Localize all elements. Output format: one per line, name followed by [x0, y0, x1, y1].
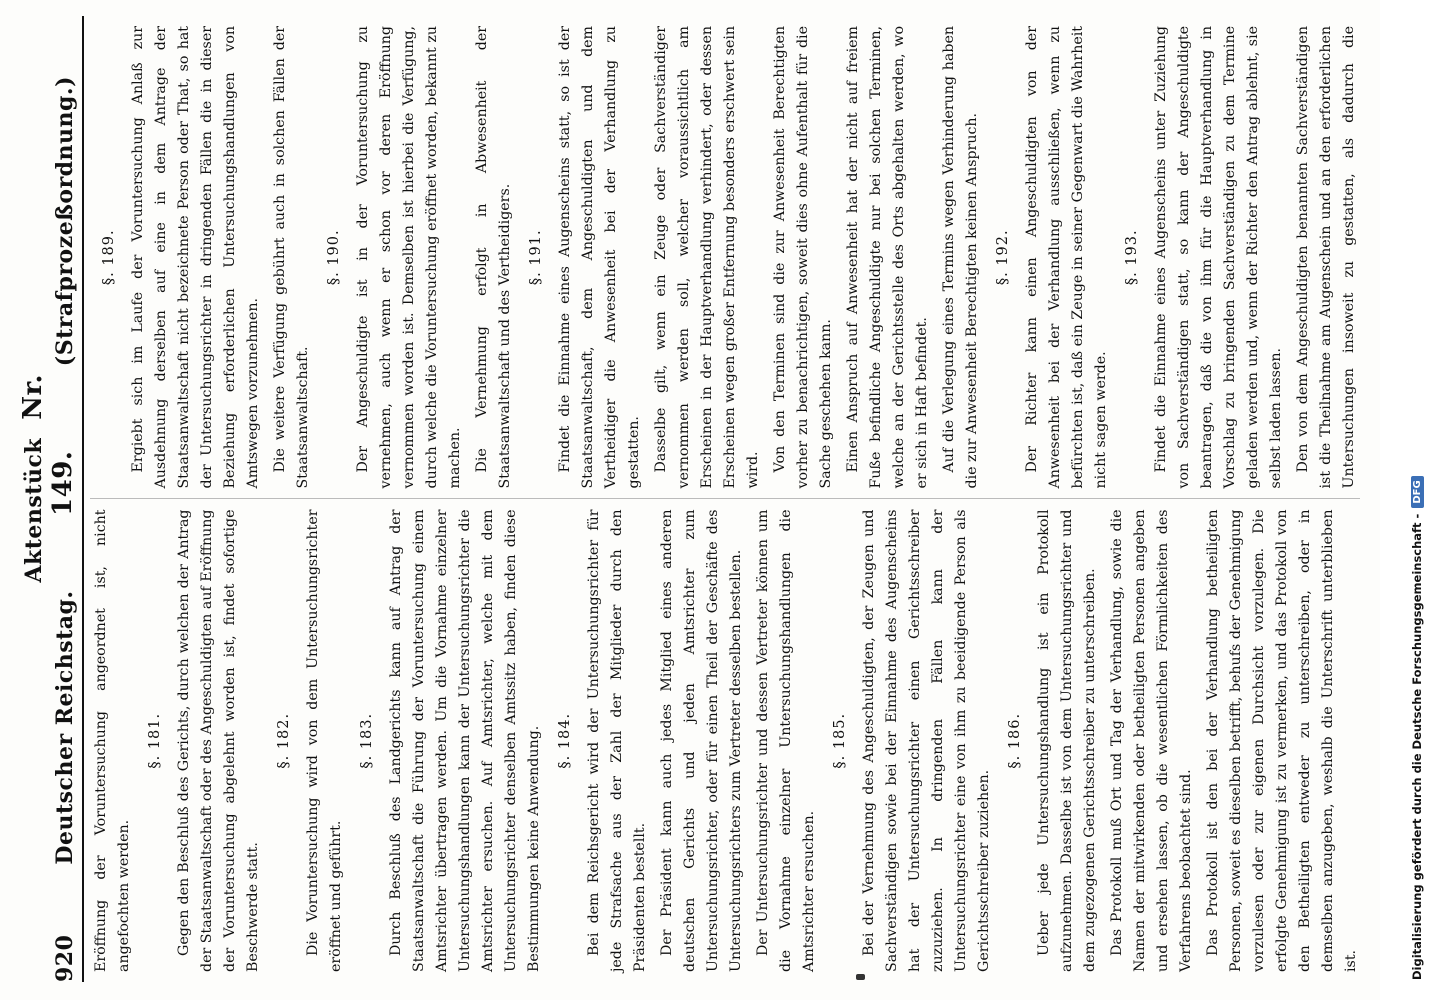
paragraph: Ueber jede Untersuchungshandlung ist ein Protokoll aufzunehmen. Dasselbe ist von dem Untersuchungsrichter und dem zugezogenen Gerichtsschreiber zu unterschreiben.: [1036, 509, 1098, 972]
header-left-title: Deutscher Reichstag.: [52, 590, 78, 865]
paragraph: Die weitere Verfügung gebührt auch in solchen Fällen der Staatsanwaltschaft.: [272, 26, 311, 489]
section-heading: §. 192.: [995, 229, 1011, 286]
paragraph: Die Voruntersuchung wird von dem Untersuchungsrichter eröffnet und geführt.: [305, 509, 344, 972]
section-heading: §. 181.: [147, 712, 163, 769]
paragraph: Das Protokoll muß Ort und Tag der Verhandlung, sowie die Namen der mitwirkenden oder betheiligten Personen angeben und ersehen lassen, ob die wesentlichen Förmlichkeiten des Verfahrens beobachtet sind.: [1109, 509, 1194, 972]
paragraph: Bei der Vernehmung des Angeschuldigten, der Zeugen und Sachverständigen sowie bei der Einnahme des Augenscheins hat der Untersuchungsrichter einen Gerichtsschreiber zuzuziehen. In dringenden Fällen kann der Untersuchungsrichter eine von ihm zu beeidigende Person als Gerichtsschreiber zuziehen.: [861, 509, 992, 972]
margin-note-text-row: [1405, 20, 1429, 980]
paragraph: Bei dem Reichsgericht wird der Untersuchungsrichter für jede Strafsache aus der Zahl der Mitglieder durch den Präsidenten bestellt.: [586, 509, 648, 972]
paragraph: Durch Beschluß des Landgerichts kann auf Antrag der Staatsanwaltschaft die Führung der Voruntersuchung einem Amtsrichter übertragen werden. Um die Vornahme einzelner Untersuchungshandlungen kann der Untersuchungsrichter die Amtsrichter ersuchen. Auf Amtsrichter, welche mit dem Untersuchungsrichter denselben Amtssitz haben, finden diese Bestimmungen keine Anwendung.: [388, 509, 542, 972]
page-number: 920: [52, 934, 78, 982]
section-heading: §. 190.: [326, 229, 342, 286]
paragraph: Auf die Verlegung eines Termins wegen Verhinderung haben die zur Anwesenheit Berechtigten keinen Anspruch.: [941, 26, 980, 489]
section-heading: §. 186.: [1007, 712, 1023, 769]
header-document-number: Nr. 149.: [18, 374, 78, 516]
paragraph: Findet die Einnahme eines Augenscheins statt, so ist der Staatsanwaltschaft, dem Angeschuldigten und dem Vertheidiger die Anwesenheit bei der Verhandlung zu gestatten.: [557, 26, 642, 489]
paragraph: Von den Terminen sind die zur Anwesenheit Berechtigten vorher zu benachrichtigen, soweit dies ohne Aufenthalt für die Sache geschehen kann.: [772, 26, 834, 489]
section-heading: §. 184.: [557, 712, 573, 769]
paragraph: Dasselbe gilt, wenn ein Zeuge oder Sachverständiger vernommen werden soll, welcher voraussichtlich am Erscheinen in der Hauptverhandlung verhindert, oder dessen Erscheinen wegen großer Entfernung besonders erschwert sein wird.: [653, 26, 761, 489]
digitization-margin-note: [1405, 20, 1429, 980]
section-heading: §. 193.: [1124, 229, 1140, 286]
paragraph: Einen Anspruch auf Anwesenheit hat der nicht auf freiem Fuße befindliche Angeschuldigte nur bei solchen Terminen, welche an der Gerichtsstelle des Orts abgehalten werden, wo er sich in Haft befindet.: [845, 26, 930, 489]
page-header: [18, 16, 84, 982]
funding-note: Digitalisierung gefördert durch die Deutsche Forschungsgemeinschaft -: [1410, 513, 1424, 980]
paragraph: Gegen den Beschluß des Gerichts, durch welchen der Antrag der Staatsanwaltschaft oder des Angeschuldigten auf Eröffnung der Voruntersuchung abgelehnt worden ist, findet sofortige Beschwerde statt.: [176, 509, 261, 972]
header-center: [18, 366, 78, 590]
paragraph: Den von dem Angeschuldigten benannten Sachverständigen ist die Theilnahme am Augenschein und an den erforderlichen Untersuchungen insoweit zu gestatten, als dadurch die: [1295, 26, 1357, 489]
page-body: [18, 16, 1360, 982]
paragraph: Der Richter kann einen Angeschuldigten von der Anwesenheit bei der Verhandlung ausschließen, wenn zu befürchten ist, daß ein Zeuge in seiner Gegenwart die Wahrheit nicht sagen werde.: [1024, 26, 1109, 489]
paragraph: Die Vernehmung erfolgt in Abwesenheit der Staatsanwaltschaft und des Vertheidigers.: [474, 26, 513, 489]
paragraph: Findet die Einnahme eines Augenscheins unter Zuziehung von Sachverständigen statt, so kann der Angeschuldigte beantragen, daß die von ihm für die Hauptverhandlung in Vorschlag zu bringenden Sachverständigen zu dem Termine geladen werden und, wenn der Richter den Antrag ablehnt, sie selbst laden lassen.: [1153, 26, 1284, 489]
paragraph: Der Untersuchungsrichter und dessen Vertreter können um die Vornahme einzelner Untersuchungshandlungen die Amtsrichter ersuchen.: [755, 509, 817, 972]
right-column: [90, 16, 1360, 500]
left-column: [90, 500, 1360, 983]
dfg-logo: DFG: [1411, 476, 1424, 507]
text-columns: [90, 16, 1360, 982]
section-heading: §. 182.: [276, 712, 292, 769]
section-heading: §. 183.: [359, 712, 375, 769]
paragraph: Eröffnung der Voruntersuchung angeordnet ist, nicht angefochten werden.: [93, 509, 132, 972]
paragraph: Das Protokoll ist den bei der Verhandlung betheiligten Personen, soweit es dieselben betrifft, behufs der Genehmigung vorzulesen oder zur eigenen Durchsicht vorzulegen. Die erfolgte Genehmigung ist zu vermerken, und das Protokoll von den Betheiligten entweder zu unterschreiben, oder in demselben anzugeben, weshalb die Unterschrift unterblieben ist.: [1205, 509, 1359, 972]
section-heading: §. 191.: [528, 229, 544, 286]
paragraph: Der Präsident kann auch jedes Mitglied eines anderen deutschen Gerichts und jeden Amtsrichter zum Untersuchungsrichter, oder für einen Theil der Geschäfte des Untersuchungsrichters zum Vertreter desselben bestellen.: [659, 509, 744, 972]
paragraph: Ergiebt sich im Laufe der Voruntersuchung Anlaß zur Ausdehnung derselben auf eine in dem Antrage der Staatsanwaltschaft nicht bezeichnete Person oder That, so hat der Untersuchungsrichter in dringenden Fällen die in dieser Beziehung erforderlichen Untersuchungshandlungen von Amtswegen vorzunehmen.: [130, 26, 261, 489]
section-heading: §. 185.: [832, 712, 848, 769]
header-document-label: Aktenstück: [21, 437, 47, 583]
header-right-title: (Strafprozeßordnung.): [52, 76, 78, 367]
paragraph: Der Angeschuldigte ist in der Voruntersuchung zu vernehmen, auch wenn er schon vor deren Eröffnung vernommen worden ist. Demselben ist hierbei die Verfügung, durch welche die Voruntersuchung eröffnet worden, bekannt zu machen.: [355, 26, 463, 489]
section-heading: §. 189.: [101, 229, 117, 286]
